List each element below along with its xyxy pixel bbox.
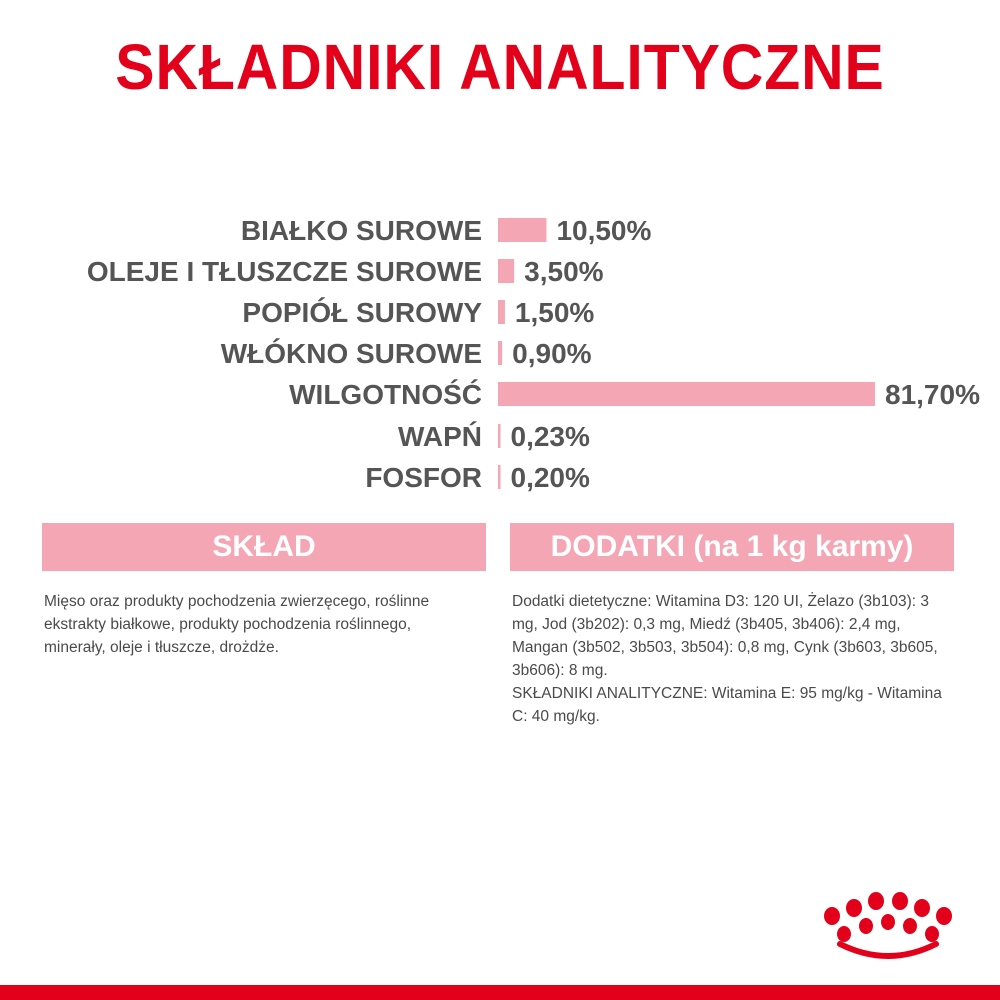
value-label: 81,70% <box>885 379 980 410</box>
bar <box>498 259 514 283</box>
value-label: 1,50% <box>514 297 595 328</box>
category-label: WŁÓKNO SUROWE <box>220 338 482 369</box>
bar <box>498 218 546 242</box>
dodatki-text <box>512 590 952 728</box>
bar <box>498 424 501 448</box>
bar <box>498 300 505 324</box>
category-label: WAPŃ <box>398 421 482 452</box>
page-title: SKŁADNIKI ANALITYCZNE <box>115 31 885 103</box>
dodatki-heading: DODATKI (na 1 kg karmy) <box>510 523 954 571</box>
sklad-heading: SKŁAD <box>42 523 486 571</box>
value-label: 0,23% <box>510 421 590 452</box>
dodatki-text-part1: Dodatki dietetyczne: Witamina D3: 120 UI, Żelazo (3b103): 3 mg, Jod (3b202): 0,3 mg, Miedź (3b405, 3b406): 2,4 mg, Mangan (3b502, 3b503, 3b504): 0,8 mg, Cynk (3b603, 3b605, 3b606): 8 mg. <box>512 593 938 679</box>
bar <box>498 382 875 406</box>
category-label: WILGOTNOŚĆ <box>289 379 482 410</box>
analytical-chart <box>0 200 1000 510</box>
value-label: 10,50% <box>556 215 652 246</box>
value-label: 0,90% <box>512 338 592 369</box>
category-label: FOSFOR <box>365 462 482 493</box>
bar <box>498 465 501 489</box>
sklad-text: Mięso oraz produkty pochodzenia zwierzęcego, roślinne ekstrakty białkowe, produkty pochodzenia roślinnego, minerały, oleje i tłuszcze, drożdże. <box>44 593 430 656</box>
category-label: POPIÓŁ SUROWY <box>242 297 482 328</box>
value-label: 3,50% <box>524 256 604 287</box>
royal-canin-crown-icon <box>818 892 958 962</box>
value-label: 0,20% <box>510 462 590 493</box>
bar <box>498 341 502 365</box>
category-label: OLEJE I TŁUSZCZE SUROWE <box>86 256 482 287</box>
dodatki-text-part2: SKŁADNIKI ANALITYCZNE: Witamina E: 95 mg/kg - Witamina C: 40 mg/kg. <box>512 685 942 725</box>
category-label: BIAŁKO SUROWE <box>240 215 482 246</box>
footer-bar <box>0 985 1000 1000</box>
